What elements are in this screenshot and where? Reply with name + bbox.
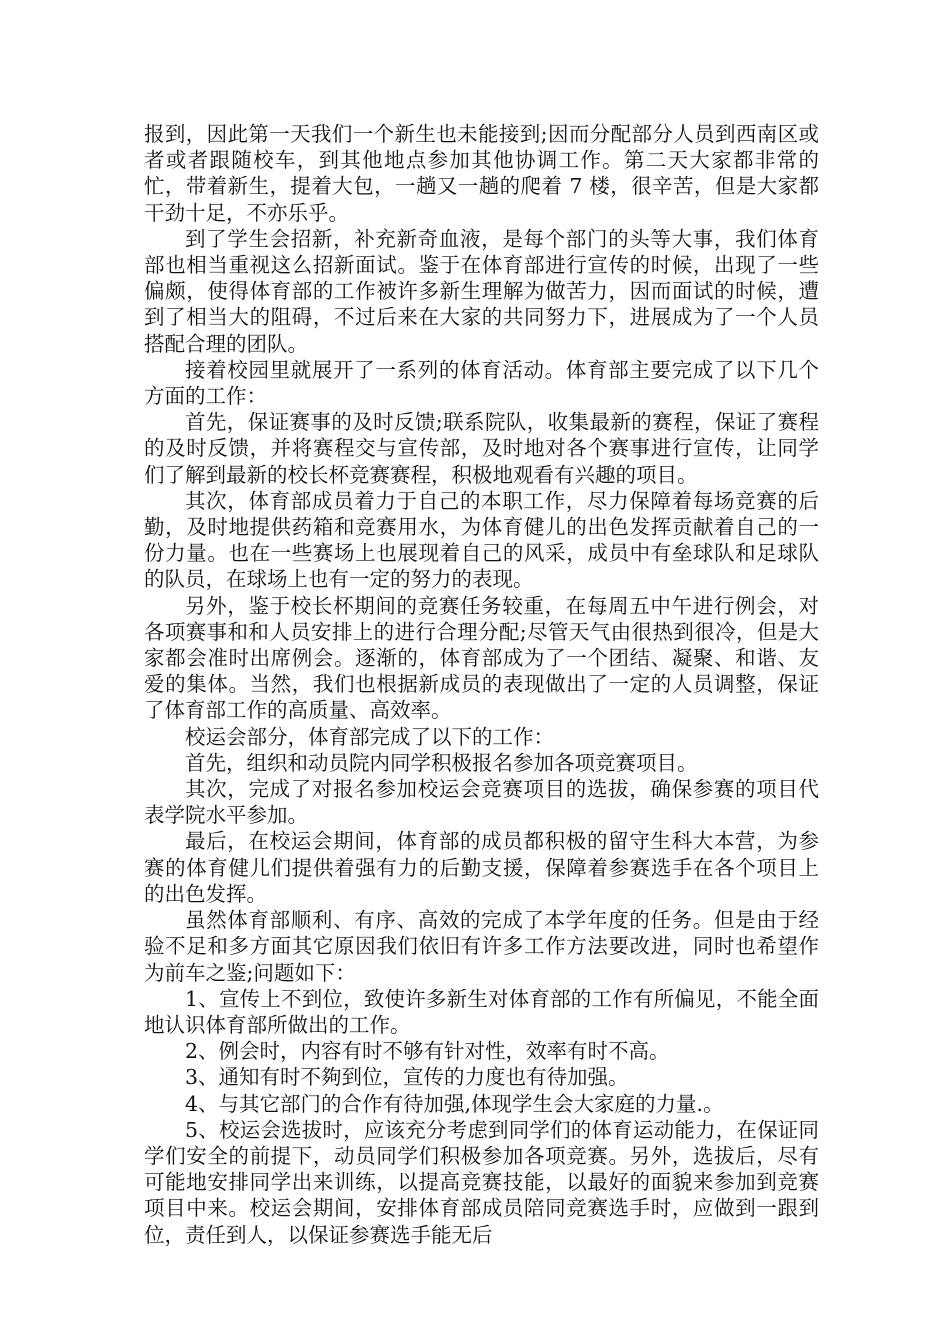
paragraph-8: 首先，组织和动员院内同学积极报名参加各项竞赛项目。: [185, 750, 698, 775]
paragraph-2: 到了学生会招新，补充新奇血液，是每个部门的头等大事，我们体育部也相当重视这么招新面试。鉴于在体育部进行宣传的时候，出现了一些偏颇，使得体育部的工作被许多新生理解为做苦力，因而面试的时候，遭到了相当大的阻碍，不过后来在大家的共同努力下，进展成为了一个人员搭配合理的团队。: [144, 226, 819, 356]
paragraph-9: 其次，完成了对报名参加校运会竞赛项目的选拔，确保参赛的项目代表学院水平参加。: [144, 777, 819, 828]
paragraph-10: 最后，在校运会期间，体育部的成员都积极的留守生科大本营，为参赛的体育健儿们提供着强有力的后勤支援，保障着参赛选手在各个项目上的出色发挥。: [144, 829, 819, 906]
paragraph-11: 虽然体育部顺利、有序、高效的完成了本学年度的任务。但是由于经验不足和多方面其它原因我们依旧有许多工作方法要改进，同时也希望作为前车之鉴;问题如下：: [144, 908, 819, 985]
paragraph-12: 1、宣传上不到位，致使许多新生对体育部的工作有所偏见，不能全面地认识体育部所做出的工作。: [144, 986, 819, 1037]
paragraph-15: 4、与其它部门的合作有待加强,体现学生会大家庭的力量.。: [185, 1091, 724, 1116]
paragraph-5: 其次，体育部成员着力于自己的本职工作，尽力保障着每场竞赛的后勤，及时地提供药箱和竞赛用水，为体育健儿的出色发挥贡献着自己的一份力量。也在一些赛场上也展现着自己的风采，成员中有垒球队和足球队的队员，在球场上也有一定的努力的表现。: [144, 488, 819, 592]
paragraph-6: 另外，鉴于校长杯期间的竞赛任务较重，在每周五中午进行例会，对各项赛事和和人员安排上的进行合理分配;尽管天气由很热到很冷，但是大家都会准时出席例会。逐渐的，体育部成为了一个团结、凝聚、和谐、友爱的集体。当然，我们也根据新成员的表现做出了一定的人员调整，保证了体育部工作的高质量、高效率。: [144, 593, 819, 723]
paragraph-14: 3、通知有时不夠到位，宣传的力度也有待加强。: [185, 1065, 629, 1090]
document-body: [144, 121, 819, 1248]
paragraph-1: 报到，因此第一天我们一个新生也未能接到;因而分配部分人员到西南区或者或者跟随校车，到其他地点参加其他协调工作。第二天大家都非常的忙，带着新生，提着大包，一趟又一趟的爬着 7 楼，很辛苦，但是大家都干劲十足，不亦乐乎。: [144, 122, 819, 225]
paragraph-4: 首先，保证赛事的及时反馈;联系院队，收集最新的赛程，保证了赛程的及时反馈，并将赛程交与宣传部，及时地对各个赛事进行宣传，让同学们了解到最新的校长杯竞赛赛程，积极地观看有兴趣的项目。: [144, 410, 819, 487]
paragraph-16: 5、校运会选拔时，应该充分考虑到同学们的体育运动能力，在保证同学们安全的前提下，动员同学们积极参加各项竞赛。另外，选拔后，尽有可能地安排同学出来训练，以提高竞赛技能，以最好的面貌来参加到竞赛项目中来。校运会期间，安排体育部成员陪同竞赛选手时，应做到一跟到位，责任到人，以保证参赛选手能无后: [144, 1117, 819, 1247]
paragraph-3: 接着校园里就展开了一系列的体育活动。体育部主要完成了以下几个方面的工作：: [144, 357, 819, 409]
paragraph-7: 校运会部分，体育部完成了以下的工作：: [185, 724, 554, 749]
paragraph-13: 2、例会时，内容有时不够有针对性，效率有时不高。: [185, 1039, 670, 1064]
